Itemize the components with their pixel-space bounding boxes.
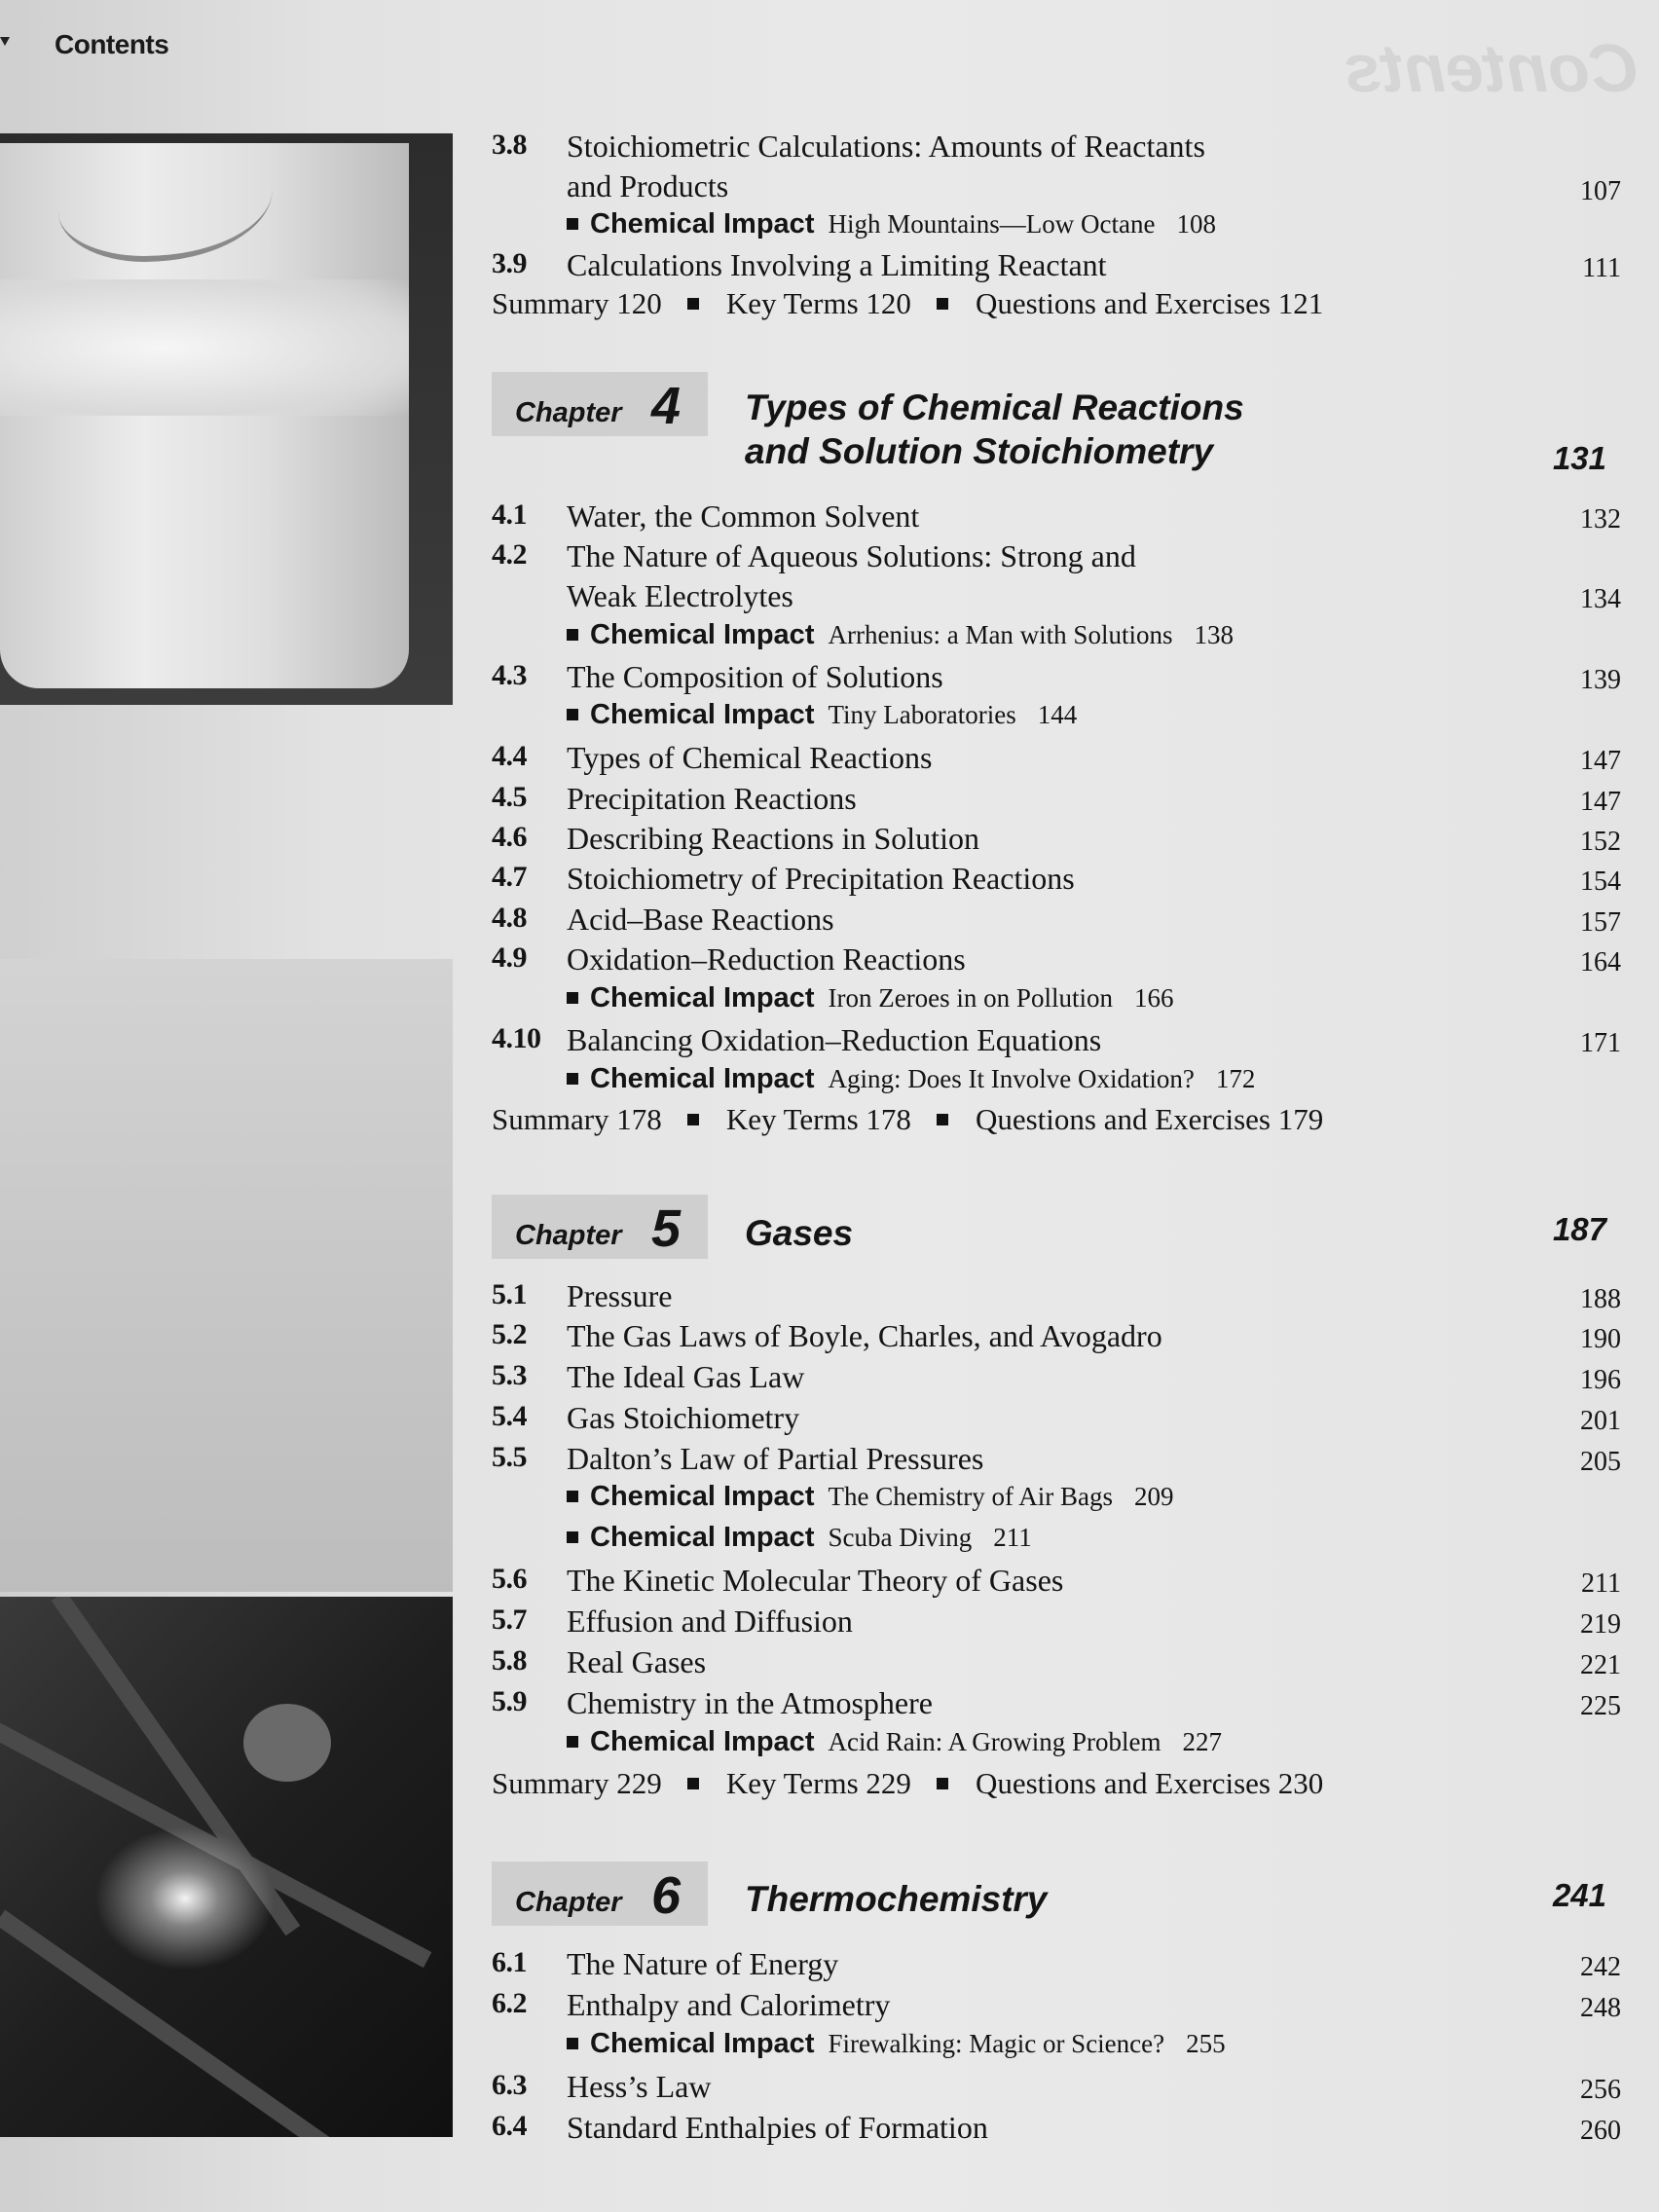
section-number: 4.3 xyxy=(492,659,527,691)
page-corner-mark xyxy=(0,37,10,46)
chapter-number: 5 xyxy=(651,1199,682,1258)
section-number: 3.8 xyxy=(492,129,527,161)
chapter-number: 6 xyxy=(651,1866,682,1925)
section-title: Dalton’s Law of Partial Pressures xyxy=(567,1441,984,1476)
section-title: Real Gases xyxy=(567,1644,707,1679)
section-number: 4.10 xyxy=(492,1022,541,1054)
section-number: 4.8 xyxy=(492,902,527,934)
impact-page: 255 xyxy=(1186,2029,1226,2058)
chemical-impact-label: Chemical Impact xyxy=(590,2028,815,2059)
key-terms-link[interactable]: Key Terms 229 xyxy=(725,1766,911,1800)
section-title: Describing Reactions in Solution xyxy=(567,821,979,856)
chemical-impact-label: Chemical Impact xyxy=(590,1522,815,1553)
section-title: The Ideal Gas Law xyxy=(567,1359,805,1394)
chapter-4-page: 131 xyxy=(1552,440,1606,476)
chapter-4-box xyxy=(492,372,708,436)
section-number: 4.5 xyxy=(492,781,527,813)
toc-section-6-1[interactable] xyxy=(492,1944,1621,1985)
section-title: The Nature of Aqueous Solutions: Strong and xyxy=(567,538,1136,573)
chemical-impact-label: Chemical Impact xyxy=(590,1481,815,1512)
questions-link[interactable]: Questions and Exercises 179 xyxy=(975,1102,1324,1136)
section-title: Calculations Involving a Limiting Reactant xyxy=(567,247,1107,282)
bullet-icon xyxy=(567,1736,578,1748)
section-page: 196 xyxy=(1580,1365,1621,1395)
chemical-impact-label: Chemical Impact xyxy=(590,1726,815,1757)
toc-section-4-5[interactable] xyxy=(492,779,1621,820)
section-title: Stoichiometry of Precipitation Reactions xyxy=(567,861,1075,896)
impact-title: High Mountains—Low Octane xyxy=(828,209,1156,239)
summary-link[interactable]: Summary 120 xyxy=(492,286,662,320)
bullet-icon xyxy=(937,1114,948,1125)
impact-page: 144 xyxy=(1037,700,1078,729)
section-title: The Composition of Solutions xyxy=(567,659,943,694)
chemical-impact-entry[interactable] xyxy=(492,617,1621,658)
chapter-6-box xyxy=(492,1862,708,1926)
toc-section-5-4[interactable] xyxy=(492,1398,1621,1439)
toc-section-5-5[interactable] xyxy=(492,1439,1621,1480)
section-title: Water, the Common Solvent xyxy=(567,498,920,534)
section-page: 139 xyxy=(1580,665,1621,695)
section-number: 4.9 xyxy=(492,941,527,974)
section-page: 154 xyxy=(1580,866,1621,897)
section-number: 5.7 xyxy=(492,1604,527,1636)
key-terms-link[interactable]: Key Terms 120 xyxy=(725,286,911,320)
beaker-photo xyxy=(0,133,453,705)
section-number: 6.1 xyxy=(492,1946,527,1978)
chemical-impact-entry[interactable] xyxy=(492,1061,1621,1102)
toc-section-4-9[interactable] xyxy=(492,940,1621,980)
impact-title: Scuba Diving xyxy=(828,1523,973,1552)
section-page: 248 xyxy=(1580,1993,1621,2023)
section-page: 164 xyxy=(1580,947,1621,977)
toc-section-5-6[interactable] xyxy=(492,1561,1621,1602)
bullet-icon xyxy=(567,1531,578,1543)
section-number: 6.3 xyxy=(492,2069,527,2101)
chapter-title-line: Types of Chemical Reactions xyxy=(745,387,1244,427)
section-page: 242 xyxy=(1580,1952,1621,1982)
section-number: 6.4 xyxy=(492,2110,527,2142)
toc-section-5-1[interactable] xyxy=(492,1276,1621,1317)
bullet-icon xyxy=(937,298,948,310)
section-page: 221 xyxy=(1580,1650,1621,1680)
toc-section-4-1[interactable] xyxy=(492,497,1621,537)
section-page: 134 xyxy=(1580,584,1621,614)
section-page: 225 xyxy=(1580,1691,1621,1721)
impact-page: 211 xyxy=(993,1523,1032,1552)
section-page: 205 xyxy=(1580,1447,1621,1477)
toc-section-4-6[interactable] xyxy=(492,819,1621,860)
bullet-icon xyxy=(687,1778,699,1789)
impact-title: Arrhenius: a Man with Solutions xyxy=(828,620,1173,649)
chapter-6-page: 241 xyxy=(1552,1877,1606,1913)
chapter-5-box xyxy=(492,1195,708,1259)
section-page: 111 xyxy=(1582,253,1621,283)
chapter-6-title[interactable]: Thermochemistry xyxy=(745,1879,1048,1919)
section-title: Precipitation Reactions xyxy=(567,781,857,816)
section-page: 188 xyxy=(1580,1284,1621,1314)
section-number: 5.8 xyxy=(492,1644,527,1677)
beaker-foam xyxy=(0,279,409,416)
section-number: 5.3 xyxy=(492,1359,527,1391)
chemical-impact-label: Chemical Impact xyxy=(590,208,815,240)
bullet-icon xyxy=(567,1491,578,1502)
section-number: 4.4 xyxy=(492,740,527,772)
section-number: 5.9 xyxy=(492,1685,527,1717)
section-page: 157 xyxy=(1580,907,1621,938)
toc-section-5-2[interactable] xyxy=(492,1316,1621,1357)
section-title: Effusion and Diffusion xyxy=(567,1604,853,1639)
section-number: 4.2 xyxy=(492,538,527,571)
section-number: 4.1 xyxy=(492,498,527,531)
impact-title: Firewalking: Magic or Science? xyxy=(828,2029,1165,2058)
toc-section-4-7[interactable] xyxy=(492,859,1621,900)
chemical-impact-label: Chemical Impact xyxy=(590,1063,815,1094)
toc-section-6-3[interactable] xyxy=(492,2067,1621,2108)
toc-section-5-8[interactable] xyxy=(492,1642,1621,1683)
section-page: 132 xyxy=(1580,504,1621,535)
chemical-impact-entry[interactable] xyxy=(492,1724,1621,1765)
section-number: 5.4 xyxy=(492,1400,527,1432)
toc-section-4-2[interactable] xyxy=(492,536,1621,577)
section-title: Types of Chemical Reactions xyxy=(567,740,933,775)
section-page: 147 xyxy=(1580,746,1621,776)
welder-helmet xyxy=(243,1704,331,1782)
section-title: The Nature of Energy xyxy=(567,1946,839,1981)
toc-section-6-2[interactable] xyxy=(492,1985,1621,2026)
beaker-shape xyxy=(0,143,409,688)
chapter-word: Chapter xyxy=(515,1887,622,1918)
chemical-impact-entry[interactable] xyxy=(492,2026,1621,2067)
section-page: 201 xyxy=(1580,1406,1621,1436)
section-number: 4.6 xyxy=(492,821,527,853)
impact-page: 138 xyxy=(1194,620,1234,649)
chemical-impact-entry[interactable] xyxy=(492,206,1621,247)
key-terms-link[interactable]: Key Terms 178 xyxy=(725,1102,911,1136)
section-title: Stoichiometric Calculations: Amounts of Reactants xyxy=(567,129,1205,164)
impact-page: 172 xyxy=(1215,1064,1256,1093)
chapter-3-summary-line xyxy=(492,286,1323,321)
section-number: 5.1 xyxy=(492,1278,527,1310)
bullet-icon xyxy=(567,218,578,230)
chapter-5-page: 187 xyxy=(1552,1211,1606,1247)
impact-page: 227 xyxy=(1182,1727,1222,1756)
chemical-impact-entry[interactable] xyxy=(492,1479,1621,1520)
chemical-impact-label: Chemical Impact xyxy=(590,982,815,1014)
section-title: Acid–Base Reactions xyxy=(567,902,834,937)
section-page: 171 xyxy=(1580,1028,1621,1058)
section-number: 5.6 xyxy=(492,1563,527,1595)
section-title: Standard Enthalpies of Formation xyxy=(567,2110,988,2145)
section-page: 152 xyxy=(1580,827,1621,857)
section-page: 219 xyxy=(1580,1609,1621,1640)
section-number: 5.2 xyxy=(492,1318,527,1350)
impact-title: Aging: Does It Involve Oxidation? xyxy=(828,1064,1195,1093)
bullet-icon xyxy=(567,629,578,641)
section-number: 4.7 xyxy=(492,861,527,893)
toc-section-4-2-cont[interactable] xyxy=(492,576,1621,617)
section-title: Chemistry in the Atmosphere xyxy=(567,1685,933,1720)
toc-section-3-8-cont[interactable] xyxy=(492,166,1621,207)
summary-link[interactable]: Summary 178 xyxy=(492,1102,662,1136)
chemical-impact-label: Chemical Impact xyxy=(590,699,815,730)
impact-title: Acid Rain: A Growing Problem xyxy=(828,1727,1161,1756)
bullet-icon xyxy=(687,298,699,310)
section-title-cont: and Products xyxy=(567,168,729,203)
section-number: 5.5 xyxy=(492,1441,527,1473)
section-page: 256 xyxy=(1580,2075,1621,2105)
section-number: 3.9 xyxy=(492,247,527,279)
impact-page: 166 xyxy=(1133,983,1174,1013)
toc-section-5-3[interactable] xyxy=(492,1357,1621,1398)
section-title: The Kinetic Molecular Theory of Gases xyxy=(567,1563,1064,1598)
smoke-photo xyxy=(0,959,453,1592)
section-page: 260 xyxy=(1580,2116,1621,2146)
bullet-icon xyxy=(567,1073,578,1085)
chapter-5-title[interactable]: Gases xyxy=(745,1213,854,1253)
toc-section-4-4[interactable] xyxy=(492,738,1621,779)
section-title: Oxidation–Reduction Reactions xyxy=(567,941,966,977)
section-page: 211 xyxy=(1581,1568,1621,1599)
toc-section-4-3[interactable] xyxy=(492,657,1621,698)
beaker-spout xyxy=(58,139,273,262)
impact-title: The Chemistry of Air Bags xyxy=(828,1482,1113,1511)
toc-section-6-4[interactable] xyxy=(492,2108,1621,2149)
chapter-5-summary-line xyxy=(492,1766,1323,1801)
chapter-word: Chapter xyxy=(515,1220,622,1251)
impact-title: Tiny Laboratories xyxy=(828,700,1016,729)
section-number: 6.2 xyxy=(492,1987,527,2019)
section-page: 147 xyxy=(1580,787,1621,817)
bullet-icon xyxy=(687,1114,699,1125)
toc-section-3-9[interactable] xyxy=(492,245,1621,286)
toc-section-5-7[interactable] xyxy=(492,1602,1621,1642)
impact-page: 108 xyxy=(1176,209,1216,239)
bullet-icon xyxy=(937,1778,948,1789)
toc-section-4-10[interactable] xyxy=(492,1020,1621,1061)
bleed-through-title: Contents xyxy=(1344,30,1640,106)
section-page: 107 xyxy=(1580,176,1621,206)
section-title-cont: Weak Electrolytes xyxy=(567,578,793,613)
toc-section-3-8[interactable] xyxy=(492,127,1621,167)
toc-section-5-9[interactable] xyxy=(492,1683,1621,1724)
bullet-icon xyxy=(567,992,578,1004)
chapter-title-line: and Solution Stoichiometry xyxy=(745,431,1214,471)
welder-photo xyxy=(0,1597,453,2137)
section-title: Hess’s Law xyxy=(567,2069,712,2104)
chapter-word: Chapter xyxy=(515,397,622,428)
questions-link[interactable]: Questions and Exercises 121 xyxy=(975,286,1324,320)
section-title: Enthalpy and Calorimetry xyxy=(567,1987,891,2022)
section-page: 190 xyxy=(1580,1324,1621,1354)
impact-title: Iron Zeroes in on Pollution xyxy=(828,983,1113,1013)
chemical-impact-entry[interactable] xyxy=(492,980,1621,1021)
summary-link[interactable]: Summary 229 xyxy=(492,1766,662,1800)
chapter-4-title[interactable] xyxy=(745,386,1244,473)
chemical-impact-entry[interactable] xyxy=(492,1520,1621,1561)
bullet-icon xyxy=(567,709,578,720)
welding-sparks xyxy=(88,1821,282,1976)
questions-link[interactable]: Questions and Exercises 230 xyxy=(975,1766,1324,1800)
section-title: Pressure xyxy=(567,1278,673,1313)
bullet-icon xyxy=(567,2038,578,2049)
chapter-number: 4 xyxy=(651,377,682,435)
chemical-impact-entry[interactable] xyxy=(492,697,1621,738)
section-title: Gas Stoichiometry xyxy=(567,1400,800,1435)
section-title: The Gas Laws of Boyle, Charles, and Avogadro xyxy=(567,1318,1162,1353)
section-title: Balancing Oxidation–Reduction Equations xyxy=(567,1022,1102,1057)
toc-section-4-8[interactable] xyxy=(492,900,1621,940)
page-header: Contents xyxy=(55,29,169,59)
impact-page: 209 xyxy=(1133,1482,1174,1511)
chemical-impact-label: Chemical Impact xyxy=(590,619,815,650)
chapter-4-summary-line xyxy=(492,1102,1323,1137)
